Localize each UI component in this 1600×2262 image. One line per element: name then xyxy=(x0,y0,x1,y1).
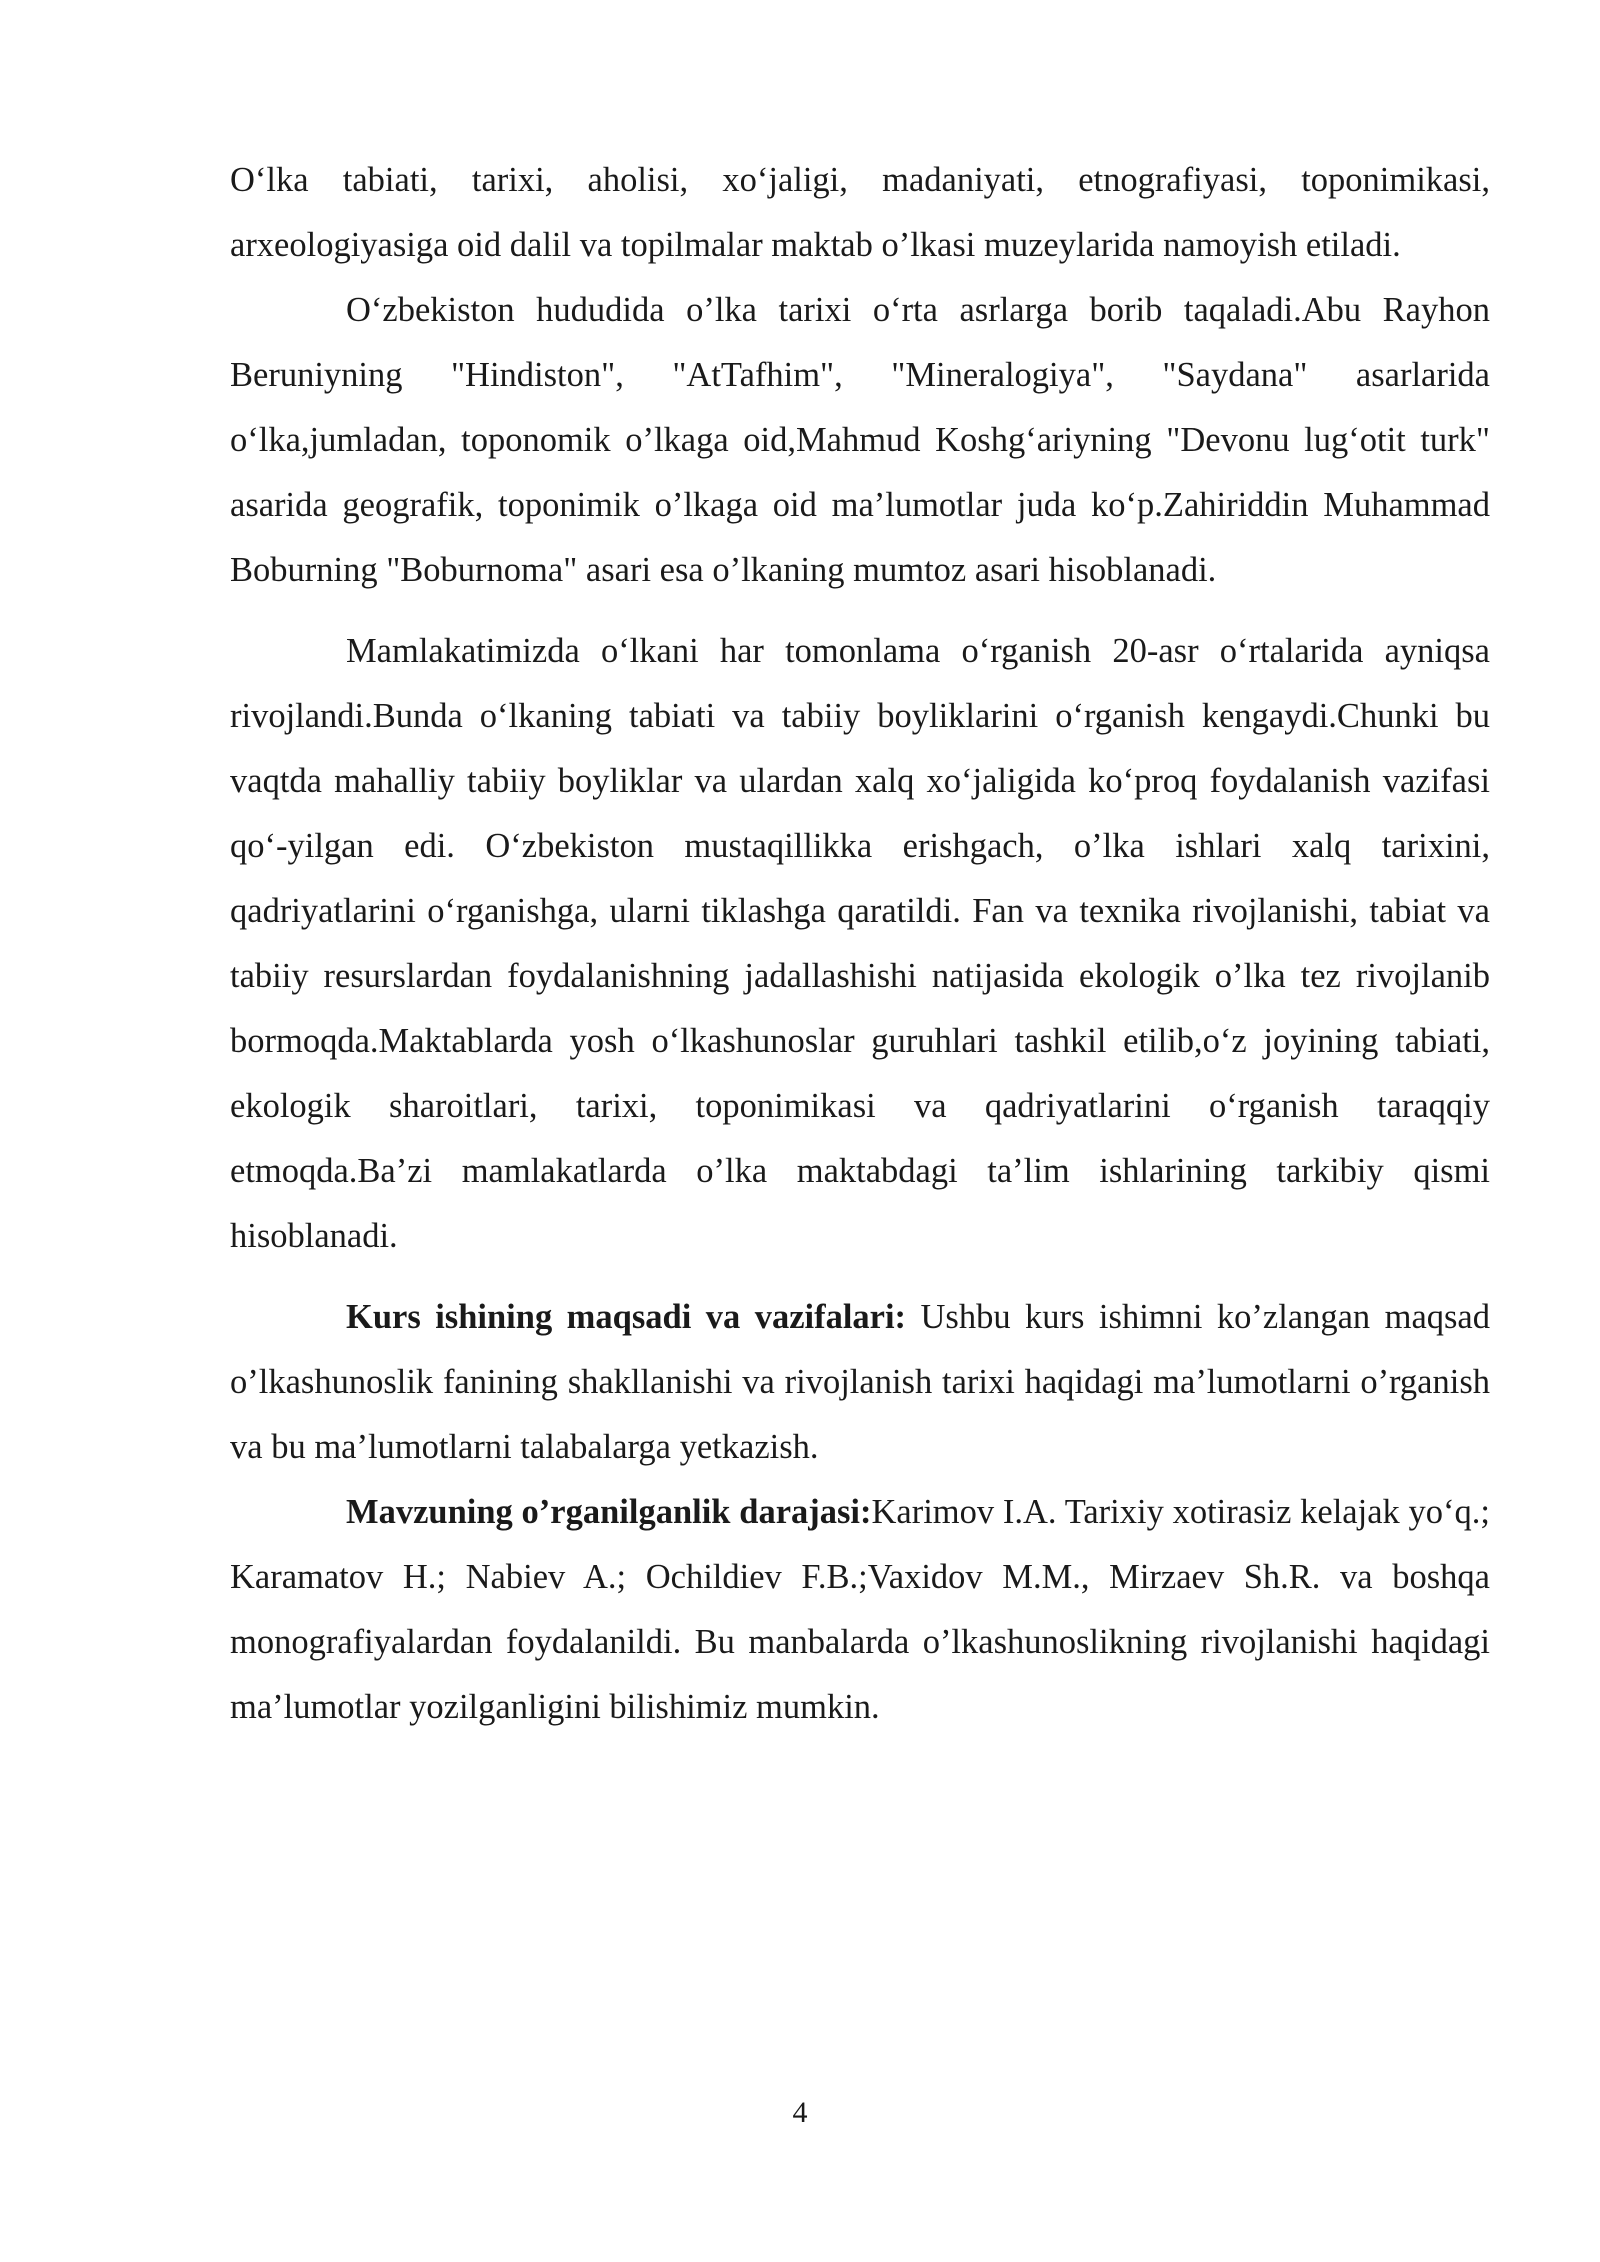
document-body xyxy=(230,148,1490,1740)
paragraph-intro xyxy=(230,148,1490,278)
paragraph-heading: Mavzuning o’rganilganlik darajasi: xyxy=(346,1493,872,1531)
paragraph-text: O‘lka tabiati, tarixi, aholisi, xo‘jaligi, madaniyati, etnografiyasi, toponimikasi, arxeologiyasiga oid dalil va topilmalar maktab o’lkasi muzeylarida namoyish etiladi. xyxy=(230,161,1490,264)
paragraph-heading: Kurs ishining maqsadi va vazifalari: xyxy=(346,1298,907,1336)
paragraph-text: Mamlakatimizda o‘lkani har tomonlama o‘rganish 20-asr o‘rtalarida ayniqsa rivojlandi.Bunda o‘lkaning tabiati va tabiiy boyliklarini o‘rganish kengaydi.Chunki bu vaqtda mahalliy tabiiy boyliklar va ulardan xalq xo‘jaligida ko‘proq foydalanish vazifasi qo‘-yilgan edi. O‘zbekiston mustaqillikka erishgach, o’lka ishlari xalq tarixini, qadriyatlarini o‘rganishga, ularni tiklashga qaratildi. Fan va texnika rivojlanishi, tabiat va tabiiy resurslardan foydalanishning jadallashishi natijasida ekologik o’lka tez rivojlanib bormoqda.Maktablarda yosh o‘lkashunoslar guruhlari tashkil etilib,o‘z joyining tabiati, ekologik sharoitlari, tarixi, toponimikasi va qadriyatlarini o‘rganish taraqqiy etmoqda.Ba’zi mamlakatlarda o’lka maktabdagi ta’lim ishlarining tarkibiy qismi hisoblanadi. xyxy=(230,632,1490,1255)
page-number: 4 xyxy=(792,2096,808,2129)
paragraph-goals xyxy=(230,1285,1490,1480)
paragraph-history xyxy=(230,278,1490,603)
paragraph-literature xyxy=(230,1480,1490,1740)
paragraph-text: Ushbu kurs ishimni ko’zlangan maqsad o’lkashunoslik fanining shakllanishi va rivojlanish tarixi haqidagi ma’lumotlarni o’rganish va bu ma’lumotlarni talabalarga yetkazish. xyxy=(230,1298,1490,1466)
paragraph-text: O‘zbekiston hududida o’lka tarixi o‘rta asrlarga borib taqaladi.Abu Rayhon Beruniyning "Hindiston", "AtTafhim", "Mineralogiya", "Saydana" asarlarida o‘lka,jumladan, toponomik o’lkaga oid,Mahmud Koshg‘ariyning "Devonu lug‘otit turk" asarida geografik, toponimik o’lkaga oid ma’lumotlar juda ko‘p.Zahiriddin Muhammad Boburning "Boburnoma" asari esa o’lkaning mumtoz asari hisoblanadi. xyxy=(230,291,1490,589)
paragraph-development xyxy=(230,619,1490,1269)
paragraph-text: Karimov I.A. Tarixiy xotirasiz kelajak yo‘q.; Karamatov H.; Nabiev A.; Ochildiev F.B.;Vaxidov M.M., Mirzaev Sh.R. va boshqa monografiyalardan foydalanildi. Bu manbalarda o’lkashunoslikning rivojlanishi haqidagi ma’lumotlar yozilganligini bilishimiz mumkin. xyxy=(230,1493,1490,1726)
